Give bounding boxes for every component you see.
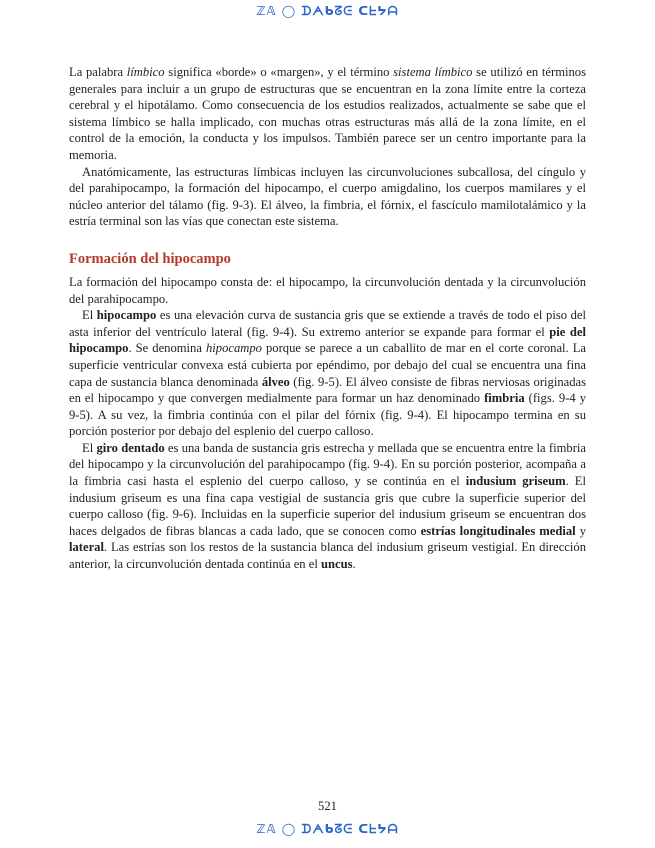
text: . — [352, 557, 356, 572]
page-number: 521 — [318, 799, 337, 813]
term: indusium griseum — [465, 474, 566, 489]
text: y — [575, 523, 587, 538]
paragraph-formation: La formación del hipocampo consta de: el hipocampo, la circunvolución dentada y la circunvolución del parahipocampo. — [69, 274, 586, 306]
term: pie del hipocampo — [69, 324, 586, 356]
paragraph-intro — [69, 64, 586, 164]
text: . Se denomina — [128, 341, 206, 356]
text: es una elevación curva de sustancia gris que se extiende a través de todo el piso del asta inferior del ventrículo lateral (fig. 9-4). Su extremo anterior se expande para formar el — [69, 308, 586, 339]
paragraph-anatomy: Anatómicamente, las estructuras límbicas incluyen las circunvoluciones subcallosa, del cíngulo y del parahipocampo, la formación del hipocampo, el cuerpo amigdalino, los cuerpos mamilares y el núcleo anterior del tálamo (fig. 9-3). El álveo, la fimbria, el fórnix, el fascículo mamilotalámico y la estría terminal son las vías que conectan este sistema. — [69, 164, 586, 229]
watermark-bottom: ℤ𝔸 ◯ ᗪᗅᑲᘔᕮ ᑕᖶᔭᗩ — [256, 822, 399, 836]
text: porque se parece a un caballito de mar en el corte coronal. La superficie ventricular convexa está cubierta por epéndimo, por debajo del cual se encuentra una fina capa de sustancia blanca denominada — [69, 341, 586, 389]
paragraph-hipocampo — [69, 307, 586, 440]
term: límbico — [126, 65, 165, 79]
text: . El indusium griseum es una fina capa vestigial de sustancia gris que cubre la superficie superior del cuerpo calloso (fig. 9-6). Incluidas en la superficie superior del indusium griseum se encuentran dos haces delgados de fibras blancas a cada lado, que se conocen como — [69, 474, 586, 538]
paragraph-giro-dentado — [69, 440, 586, 573]
text: . Las estrías son los restos de la sustancia blanca del indusium griseum vestigial. En dirección anterior, la circunvolución dentada continúa en el — [69, 540, 586, 572]
term: fimbria — [484, 391, 525, 406]
page-body — [69, 64, 586, 573]
term: lateral — [69, 540, 104, 555]
term: giro dentado — [96, 440, 165, 455]
text: El — [82, 440, 97, 455]
term: sistema límbico — [393, 65, 473, 79]
text: (fig. 9-5). El álveo consiste de fibras nerviosas originadas en el hipocampo y que convergen medialmente para formar un haz denominado — [69, 374, 586, 406]
text: La palabra — [69, 65, 127, 79]
text: El — [82, 308, 97, 323]
section-heading: Formación del hipocampo — [69, 250, 231, 267]
watermark-top: ℤ𝔸 ◯ ᗪᗅᑲᘔᕮ ᑕᖶᔭᗩ — [256, 4, 399, 18]
text: (figs. 9-4 y 9-5). A su vez, la fimbria continúa con el pilar del fórnix (fig. 9-4). El hipocampo termina en su porción posterior por debajo del esplenio del cuerpo calloso. — [69, 391, 587, 439]
term: estrías longitudinales medial — [420, 523, 576, 538]
text: se utilizó en términos generales para incluir a un grupo de estructuras que se encuentran en la zona límite entre la corteza cerebral y el hipotálamo. Como consecuencia de los estudios realizados, actualmente se sabe que el sistema límbico se halla implicado, con muchas otras estructuras más allá de la zona límite, en el control de la emoción, la conducta y los impulsos. También parece ser un centro importante para la memoria. — [69, 65, 586, 162]
term: hipocampo — [96, 308, 157, 323]
text: significa «borde» o «margen», y el término — [164, 65, 394, 79]
text: es una banda de sustancia gris estrecha y mellada que se encuentra entre la fimbria del hipocampo y la circunvolución del parahipocampo (fig. 9-4). En su porción posterior, acompaña a la fimbria casi hasta el esplenio del cuerpo calloso, y se continúa en el — [69, 440, 586, 489]
term: hipocampo — [205, 341, 262, 356]
term: uncus — [320, 557, 353, 572]
term: álveo — [261, 374, 290, 389]
